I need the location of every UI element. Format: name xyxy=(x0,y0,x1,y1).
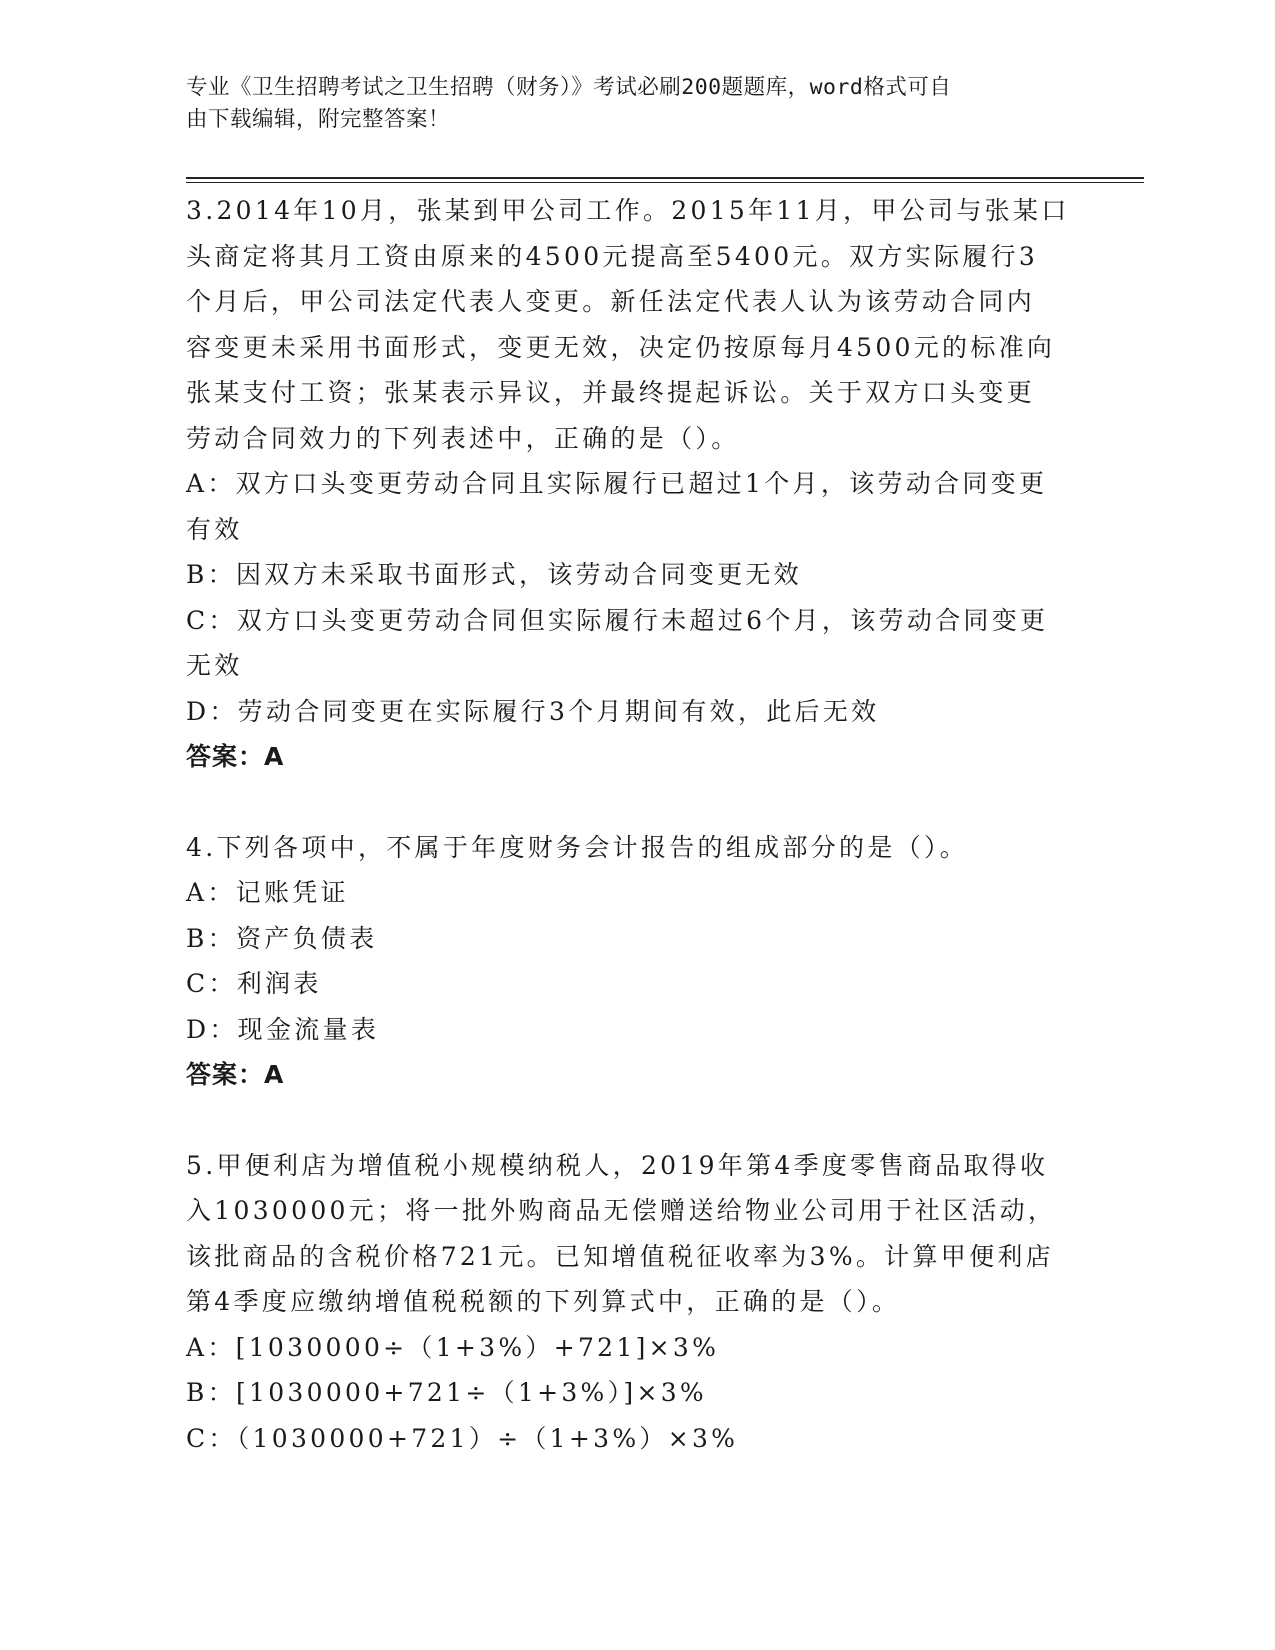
header-line-2: 由下载编辑，附完整答案！ xyxy=(186,107,451,132)
answer-label: 答案：A xyxy=(186,742,285,771)
question-stem-line: 张某支付工资；张某表示异议，并最终提起诉讼。关于双方口头变更 xyxy=(186,378,1036,407)
option-c-continued: 无效 xyxy=(186,651,243,680)
option-a: A：记账凭证 xyxy=(186,878,349,907)
question-stem-line: 入1030000元；将一批外购商品无偿赠送给物业公司用于社区活动， xyxy=(186,1196,1057,1225)
question-stem-line: 3.2014年10月，张某到甲公司工作。2015年11月，甲公司与张某口 xyxy=(186,196,1070,225)
option-d: D：劳动合同变更在实际履行3个月期间有效，此后无效 xyxy=(186,696,880,726)
document-header xyxy=(186,72,1076,136)
option-c: C：利润表 xyxy=(186,969,322,998)
option-b: B：[1030000+721÷（1+3%）]×3% xyxy=(186,1378,707,1407)
question-stem-line: 头商定将其月工资由原来的4500元提高至5400元。双方实际履行3 xyxy=(186,241,1039,271)
question-stem-line: 5.甲便利店为增值税小规模纳税人，2019年第4季度零售商品取得收 xyxy=(186,1150,1049,1180)
option-a: A：双方口头变更劳动合同且实际履行已超过1个月，该劳动合同变更 xyxy=(186,469,1048,498)
question-stem-line: 第4季度应缴纳增值税税额的下列算式中，正确的是（）。 xyxy=(186,1287,901,1316)
header-divider xyxy=(186,177,1144,183)
option-d: D：现金流量表 xyxy=(186,1014,380,1044)
question-5 xyxy=(186,1143,1076,1462)
option-a-continued: 有效 xyxy=(186,514,243,544)
question-stem-line: 个月后，甲公司法定代表人变更。新任法定代表人认为该劳动合同内 xyxy=(186,287,1036,316)
question-stem-line: 容变更未采用书面形式，变更无效，决定仍按原每月4500元的标准向 xyxy=(186,332,1056,362)
question-stem-line: 该批商品的含税价格721元。已知增值税征收率为3%。计算甲便利店 xyxy=(186,1241,1054,1271)
question-3 xyxy=(186,188,1076,780)
question-4 xyxy=(186,825,1076,1098)
answer-label: 答案：A xyxy=(186,1060,285,1089)
option-b: B：因双方未采取书面形式，该劳动合同变更无效 xyxy=(186,560,802,589)
option-c: C：双方口头变更劳动合同但实际履行未超过6个月，该劳动合同变更 xyxy=(186,605,1049,635)
header-line-1: 专业《卫生招聘考试之卫生招聘（财务）》考试必刷200题题库，word格式可自 xyxy=(186,75,952,100)
question-stem-line: 劳动合同效力的下列表述中，正确的是（）。 xyxy=(186,423,740,453)
question-list xyxy=(186,188,1076,1461)
option-b: B：资产负债表 xyxy=(186,923,378,953)
option-a: A：[1030000÷（1+3%）+721]×3% xyxy=(186,1332,720,1362)
option-c: C：（1030000+721）÷（1+3%）×3% xyxy=(186,1423,739,1453)
question-stem-line: 4.下列各项中，不属于年度财务会计报告的组成部分的是（）。 xyxy=(186,832,969,862)
